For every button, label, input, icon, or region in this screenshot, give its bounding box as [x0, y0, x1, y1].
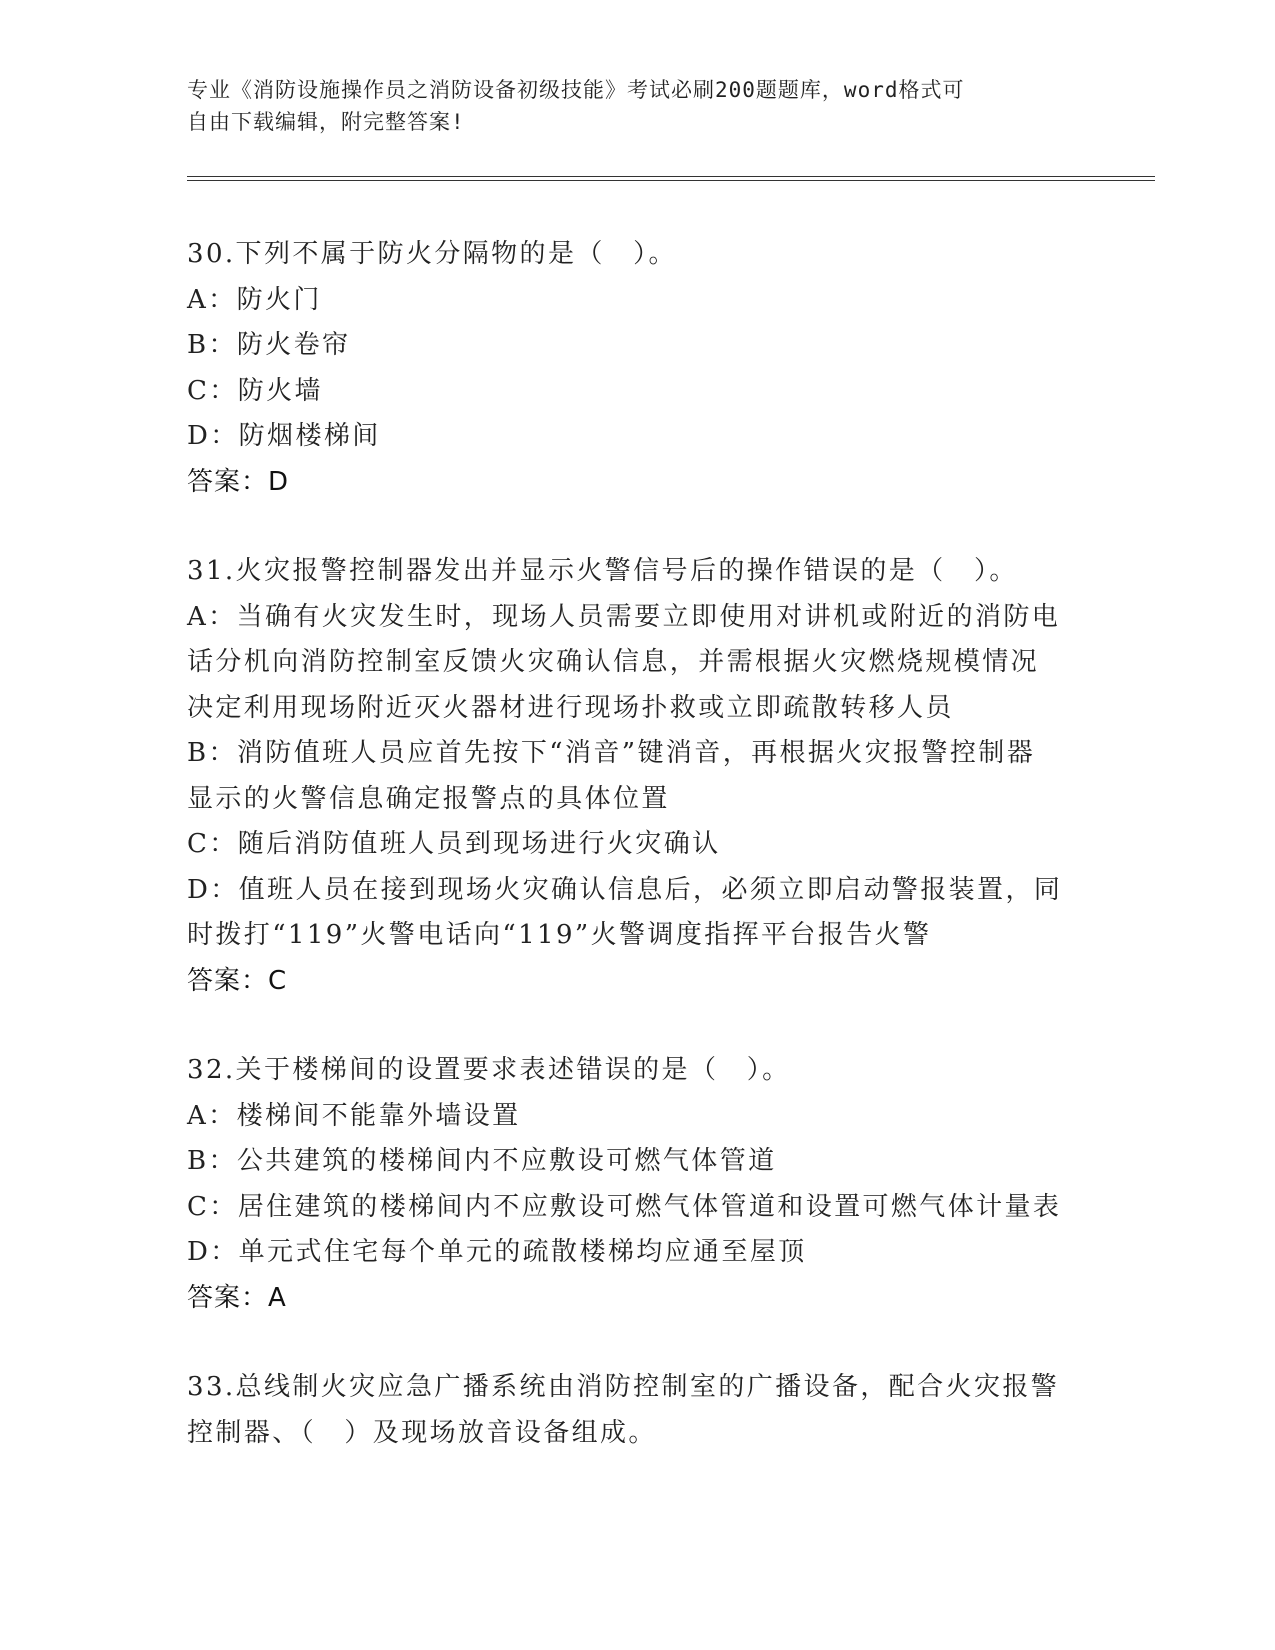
header-divider — [187, 176, 1155, 181]
question-list — [187, 232, 1087, 1500]
question-stem-line-2: 控制器、（ ）及现场放音设备组成。 — [187, 1417, 657, 1448]
option-b: B：防火卷帘 — [187, 330, 351, 360]
option-c: C：居住建筑的楼梯间内不应敷设可燃气体管道和设置可燃气体计量表 — [187, 1191, 1062, 1222]
answer-text: 答案：D — [187, 466, 290, 497]
option-a-line-1: A：当确有火灾发生时，现场人员需要立即使用对讲机或附近的消防电 — [187, 601, 1061, 632]
option-a: A：防火门 — [187, 284, 322, 315]
header-title-line-2: 自由下载编辑，附完整答案! — [187, 110, 465, 134]
option-d: D：单元式住宅每个单元的疏散楼梯均应通至屋顶 — [187, 1237, 807, 1267]
question-30 — [187, 232, 1087, 505]
question-32 — [187, 1048, 1087, 1321]
question-33 — [187, 1365, 1087, 1456]
option-c: C：防火墙 — [187, 375, 323, 406]
question-stem-line-1: 33.总线制火灾应急广播系统由消防控制室的广播设备，配合火灾报警 — [187, 1372, 1060, 1402]
option-d: D：防烟楼梯间 — [187, 421, 381, 451]
question-stem: 32.关于楼梯间的设置要求表述错误的是（ ）。 — [187, 1055, 791, 1085]
document-header — [187, 74, 1067, 138]
option-a-line-2: 话分机向消防控制室反馈火灾确认信息，并需根据火灾燃烧规模情况 — [187, 647, 1040, 677]
option-b-line-1: B：消防值班人员应首先按下“消音”键消音，再根据火灾报警控制器 — [187, 738, 1036, 768]
option-b: B：公共建筑的楼梯间内不应敷设可燃气体管道 — [187, 1146, 777, 1176]
option-d-line-2: 时拨打“119”火警电话向“119”火警调度指挥平台报告火警 — [187, 920, 932, 950]
question-stem: 30.下列不属于防火分隔物的是（ ）。 — [187, 239, 677, 269]
question-31 — [187, 549, 1087, 1004]
header-title-line-1: 专业《消防设施操作员之消防设备初级技能》考试必刷200题题库，word格式可 — [187, 78, 965, 102]
option-a-line-3: 决定利用现场附近灭火器材进行现场扑救或立即疏散转移人员 — [187, 692, 954, 723]
answer-text: 答案：C — [187, 965, 288, 996]
question-stem: 31.火灾报警控制器发出并显示火警信号后的操作错误的是（ ）。 — [187, 556, 1018, 586]
option-d-line-1: D：值班人员在接到现场火灾确认信息后，必须立即启动警报装置，同 — [187, 874, 1063, 905]
answer-text: 答案：A — [187, 1282, 287, 1313]
option-b-line-2: 显示的火警信息确定报警点的具体位置 — [187, 783, 670, 814]
option-c: C：随后消防值班人员到现场进行火灾确认 — [187, 829, 721, 859]
option-a: A：楼梯间不能靠外墙设置 — [187, 1100, 521, 1131]
